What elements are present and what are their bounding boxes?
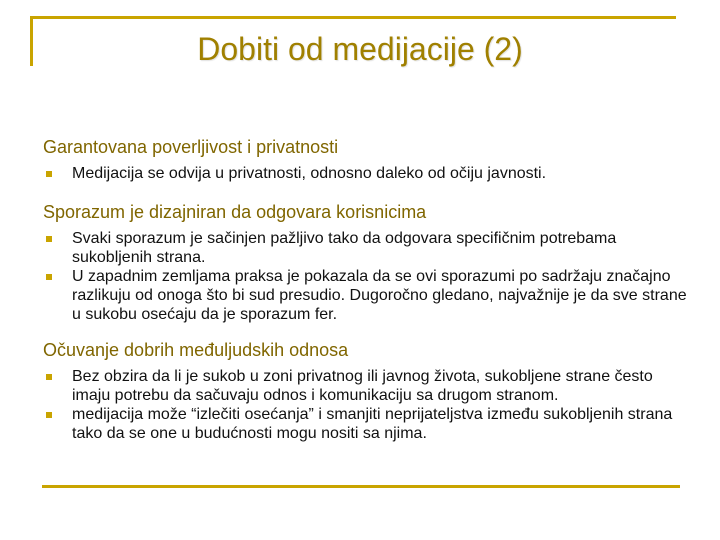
bullet-item xyxy=(43,267,688,324)
bullet-text: U zapadnim zemljama praksa je pokazala da se ovi sporazumi po sadržaju značajno razlikuju od onoga što bi sud presudio. Dugoročno gledano, najvažnije je da sve strane u sukobu osećaju da je sporazum fer. xyxy=(72,268,687,323)
bullet-list xyxy=(43,229,688,324)
bullet-text: medijacija može “izlečiti osećanja” i smanjiti neprijateljstva između sukobljenih strana tako da se one u budućnosti mogu nositi sa njima. xyxy=(72,406,673,442)
section-agreement xyxy=(43,201,688,324)
section-heading: Sporazum je dizajniran da odgovara korisnicima xyxy=(43,202,427,222)
bullet-text: Medijacija se odvija u privatnosti, odnosno daleko od očiju javnosti. xyxy=(72,165,547,182)
bullet-list xyxy=(43,367,688,443)
square-bullet-icon xyxy=(46,374,52,380)
bullet-item xyxy=(43,405,688,443)
section-relationships xyxy=(43,339,688,443)
section-privacy xyxy=(43,136,688,183)
bullet-text: Svaki sporazum je sačinjen pažljivo tako da odgovara specifičnim potrebama sukobljenih strana. xyxy=(72,230,617,266)
bullet-list xyxy=(43,164,688,183)
slide-content xyxy=(43,136,688,443)
square-bullet-icon xyxy=(46,171,52,177)
section-heading: Garantovana poverljivost i privatnosti xyxy=(43,137,339,157)
frame-top-rule xyxy=(30,16,676,19)
square-bullet-icon xyxy=(46,236,52,242)
slide-title: Dobiti od medijacije (2) xyxy=(197,31,523,67)
section-heading: Očuvanje dobrih međuljudskih odnosa xyxy=(43,340,349,360)
square-bullet-icon xyxy=(46,412,52,418)
frame-left-rule xyxy=(30,16,33,66)
frame-bottom-rule xyxy=(42,485,680,488)
bullet-item xyxy=(43,164,688,183)
bullet-item xyxy=(43,229,688,267)
bullet-item xyxy=(43,367,688,405)
square-bullet-icon xyxy=(46,274,52,280)
bullet-text: Bez obzira da li je sukob u zoni privatnog ili javnog života, sukobljene strane često imaju potrebu da sačuvaju odnos i komunikaciju sa drugom stranom. xyxy=(72,368,653,404)
